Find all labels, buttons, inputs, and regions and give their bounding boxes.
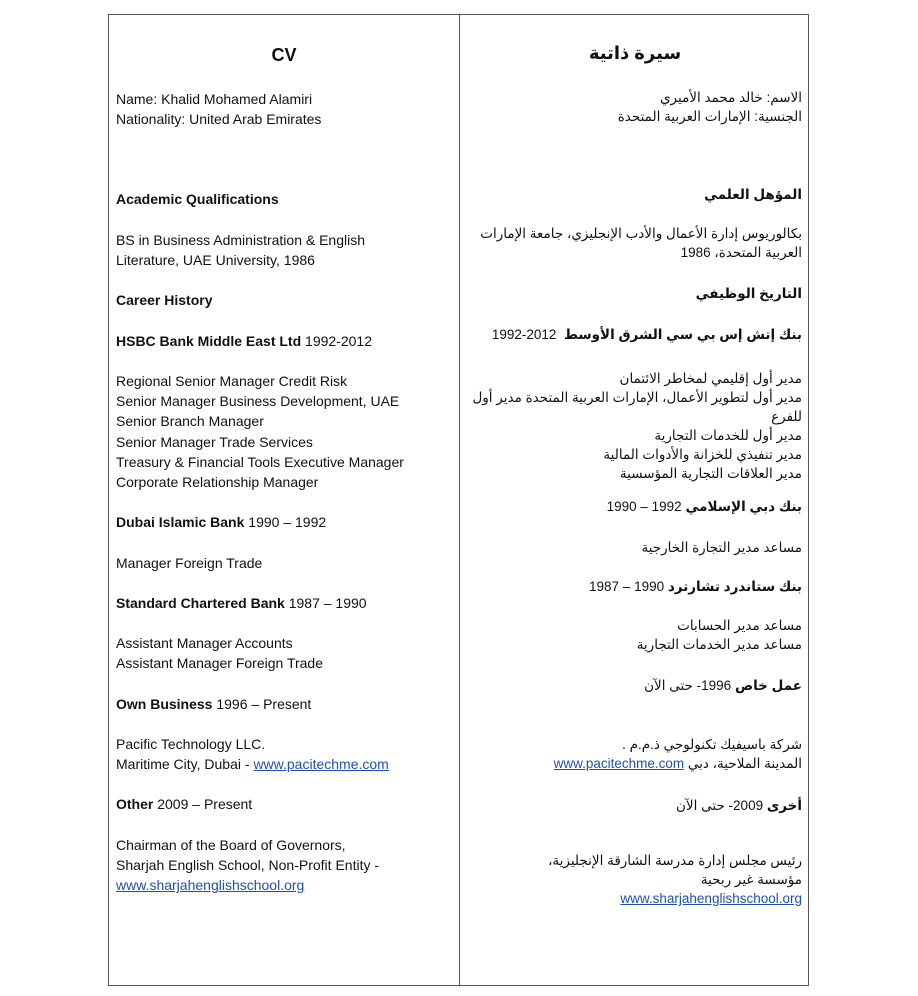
company-name-ar: شركة باسيفيك تكنولوجي ذ.م.م . (622, 737, 802, 752)
employer-name: Own Business (116, 696, 213, 712)
english-title: CV (271, 45, 297, 65)
academic-heading: Academic Qualifications (116, 191, 279, 207)
pacitech-link-ar[interactable]: www.pacitechme.com (553, 756, 685, 771)
employer-name-ar: بنك ستاندرد تشارترد (667, 579, 802, 594)
own-business (116, 694, 451, 714)
nationality-line-ar: الجنسية: الإمارات العربية المتحدة (617, 109, 802, 124)
employer-name-ar: أخرى (766, 798, 802, 813)
career-heading: Career History (116, 292, 213, 308)
company-location-ar (472, 754, 802, 773)
other-line: Chairman of the Board of Governors, (116, 837, 346, 853)
degree-line: Literature, UAE University, 1986 (116, 252, 315, 269)
employer-years-ar: 2009- حتى الآن (676, 798, 764, 813)
role-item: Treasury & Financial Tools Executive Manager (116, 453, 404, 470)
other-line-ar: رئيس مجلس إدارة مدرسة الشارقة الإنجليزية، (548, 853, 802, 868)
other-line: Sharjah English School, Non-Profit Entity - (116, 857, 380, 874)
employer-years: 1996 – Present (212, 696, 312, 712)
role-item: Assistant Manager Accounts (116, 635, 293, 651)
hsbc-roles-ar (472, 369, 802, 483)
employer-years: 2009 – Present (153, 796, 253, 812)
employer-name: Dubai Islamic Bank (116, 514, 245, 530)
hsbc-employer (116, 331, 451, 351)
cv-document-table (108, 14, 809, 986)
sc-employer (116, 593, 451, 613)
role-item: Regional Senior Manager Credit Risk (116, 373, 348, 389)
role-item-ar: مدير أول للخدمات التجارية (654, 428, 802, 443)
employer-years: 1990 – 1992 (244, 514, 327, 530)
employer-years: 1987 – 1990 (284, 595, 367, 611)
other-details (116, 835, 451, 896)
role-item-ar: مدير تنفيذي للخزانة والأدوات المالية (603, 447, 802, 462)
employer-name: Other (116, 796, 154, 812)
name-line-ar: الاسم: خالد محمد الأميري (659, 90, 802, 105)
other-role-ar (472, 796, 802, 815)
sharjah-school-link[interactable]: www.sharjahenglishschool.org (116, 877, 305, 894)
employer-years-ar: 1996- حتى الآن (644, 678, 732, 693)
other-role (116, 794, 451, 814)
employer-name: HSBC Bank Middle East Ltd (116, 333, 302, 349)
role-item: Senior Manager Trade Services (116, 433, 313, 450)
role-item-ar: للفرع (771, 409, 802, 424)
arabic-column (460, 15, 810, 985)
own-business-ar (472, 676, 802, 695)
employer-years-ar: 1992-2012 (491, 327, 557, 342)
personal-info (116, 89, 451, 129)
employer-years: 1992-2012 (301, 333, 372, 349)
degree (116, 230, 451, 270)
role-item-ar: مدير العلاقات التجارية المؤسسية (619, 466, 802, 481)
company-location (116, 754, 451, 774)
nationality-line: Nationality: United Arab Emirates (116, 111, 322, 128)
dib-employer (116, 512, 451, 532)
own-business-details-ar (472, 735, 802, 773)
other-details-ar (472, 851, 802, 908)
employer-name-ar: عمل خاص (734, 678, 802, 693)
own-business-details (116, 734, 451, 774)
role-item-ar: مدير أول إقليمي لمخاطر الائتمان (619, 371, 802, 386)
role-item: Senior Branch Manager (116, 413, 264, 430)
degree-line-ar: العربية المتحدة، 1986 (680, 245, 802, 260)
sc-employer-ar (472, 577, 802, 596)
arabic-title: سيرة ذاتية (588, 43, 682, 63)
personal-info-ar (472, 88, 802, 126)
dib-employer-ar (472, 497, 802, 516)
pacitech-link[interactable]: www.pacitechme.com (253, 756, 389, 773)
other-line-ar: مؤسسة غير ربحية (700, 872, 802, 887)
english-column (109, 15, 459, 985)
role-item: Corporate Relationship Manager (116, 474, 319, 491)
employer-name: Standard Chartered Bank (116, 595, 285, 611)
role-item: Senior Manager Business Development, UAE (116, 393, 400, 410)
degree-ar (472, 224, 802, 262)
career-heading-ar: التاريخ الوظيفي (695, 286, 802, 301)
employer-years-ar: 1990 – 1987 (589, 579, 665, 594)
role-item-ar: مساعد مدير الخدمات التجارية (636, 637, 802, 652)
dib-role-ar: مساعد مدير التجارة الخارجية (641, 540, 802, 555)
degree-line-ar: بكالوريوس إدارة الأعمال والأدب الإنجليزي، جامعة الإمارات (480, 226, 802, 241)
role-item-ar: مدير أول لتطوير الأعمال، الإمارات العربية المتحدة مدير أول (472, 390, 802, 405)
employer-name-ar: بنك دبي الإسلامي (685, 499, 802, 514)
hsbc-roles (116, 371, 451, 492)
company-name: Pacific Technology LLC. (116, 736, 266, 752)
academic-heading-ar: المؤهل العلمي (704, 187, 802, 202)
employer-name-ar: بنك إتش إس بي سي الشرق الأوسط (563, 327, 802, 342)
dib-role: Manager Foreign Trade (116, 555, 263, 571)
name-line: Name: Khalid Mohamed Alamiri (116, 91, 313, 107)
role-item: Assistant Manager Foreign Trade (116, 655, 323, 672)
hsbc-employer-ar (472, 325, 802, 344)
degree-line: BS in Business Administration & English (116, 232, 366, 248)
location-text-ar: المدينة الملاحية، دبي (684, 756, 802, 771)
employer-years-ar: 1992 – 1990 (606, 499, 682, 514)
sc-roles (116, 633, 451, 673)
location-text: Maritime City, Dubai - (116, 756, 254, 773)
role-item-ar: مساعد مدير الحسابات (677, 618, 802, 633)
sharjah-school-link-ar[interactable]: www.sharjahenglishschool.org (620, 891, 802, 906)
sc-roles-ar (472, 616, 802, 654)
